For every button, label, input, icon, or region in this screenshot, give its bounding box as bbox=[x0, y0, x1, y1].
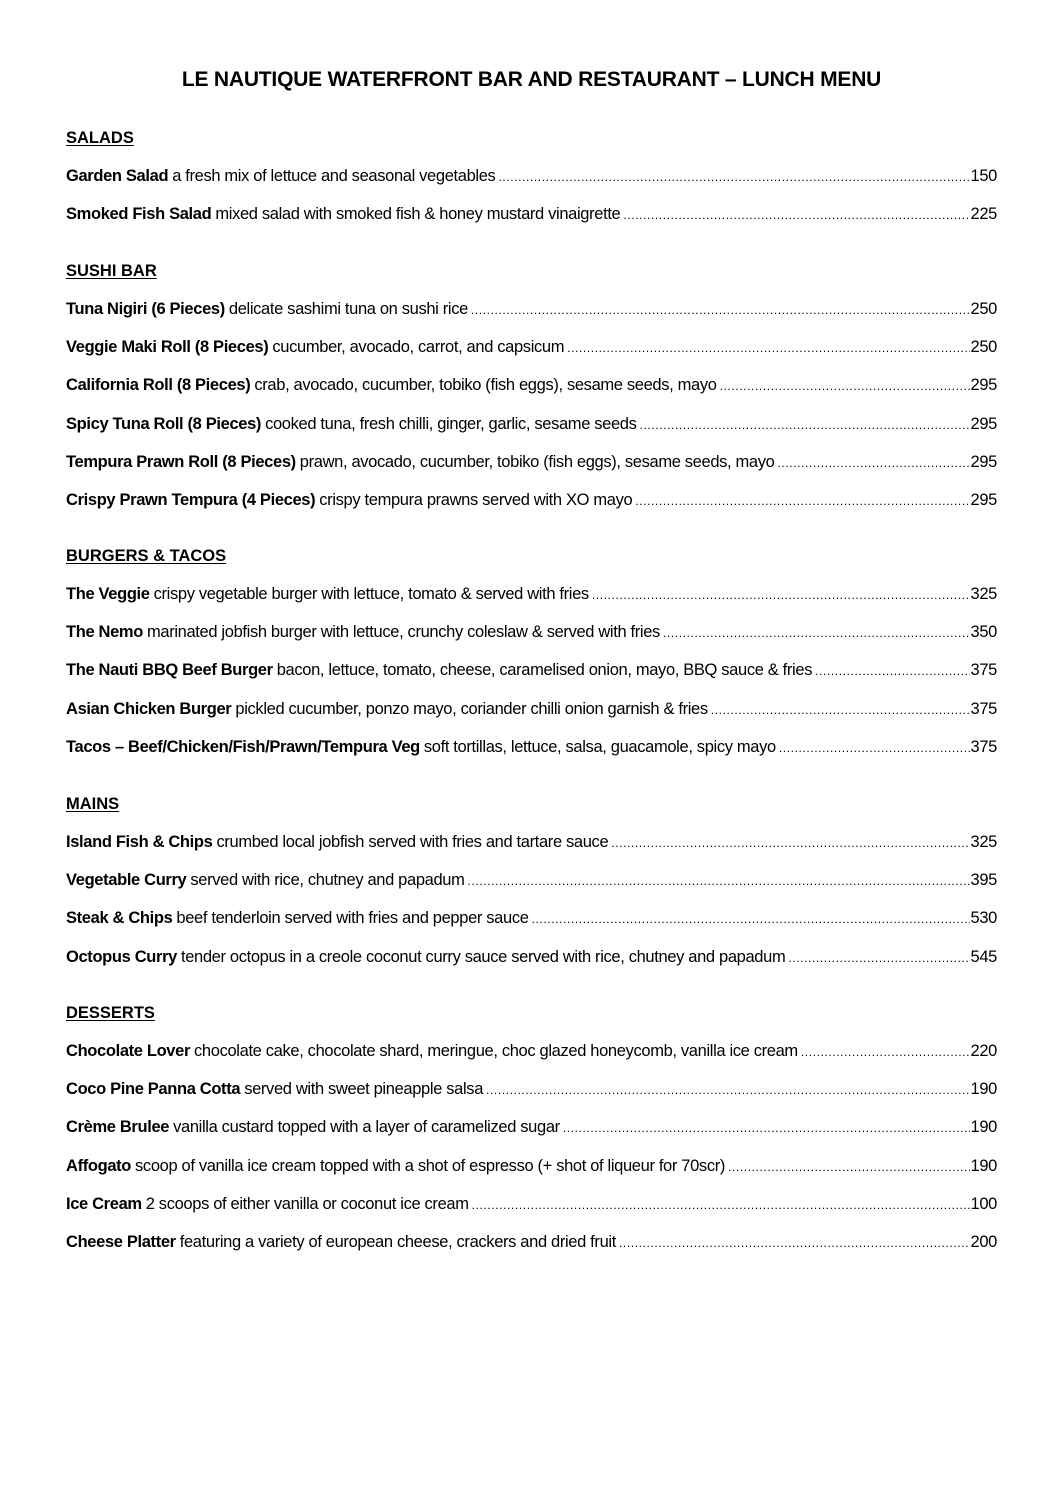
dot-leader bbox=[777, 453, 969, 473]
dot-leader bbox=[471, 300, 970, 320]
item-name: Tacos – Beef/Chicken/Fish/Prawn/Tempura Veg bbox=[66, 737, 420, 756]
dot-leader bbox=[779, 738, 970, 758]
item-description: chocolate cake, chocolate shard, meringue, choc glazed honeycomb, vanilla ice cream bbox=[194, 1042, 798, 1060]
item-price: 325 bbox=[970, 585, 997, 603]
item-price: 250 bbox=[970, 300, 997, 318]
item-price: 295 bbox=[970, 452, 997, 471]
dot-leader bbox=[663, 623, 970, 643]
item-price: 375 bbox=[970, 661, 997, 680]
section-heading: DESSERTS bbox=[66, 1004, 155, 1022]
item-description: soft tortillas, lettuce, salsa, guacamole, spicy mayo bbox=[423, 737, 776, 756]
item-price: 220 bbox=[970, 1042, 997, 1060]
menu-item bbox=[66, 1117, 997, 1155]
item-description: 2 scoops of either vanilla or coconut ice cream bbox=[145, 1194, 469, 1213]
item-name: The Nemo bbox=[66, 623, 143, 642]
item-description: featuring a variety of european cheese, crackers and dried fruit bbox=[179, 1232, 616, 1251]
menu-item bbox=[66, 584, 997, 622]
item-price: 350 bbox=[970, 623, 997, 642]
item-price: 295 bbox=[970, 490, 997, 509]
item-description: mixed salad with smoked fish & honey mustard vinaigrette bbox=[215, 205, 621, 224]
menu-item bbox=[66, 908, 997, 946]
dot-leader bbox=[788, 948, 969, 968]
item-name: Chocolate Lover bbox=[66, 1042, 191, 1060]
item-description: prawn, avocado, cucumber, tobiko (fish eggs), sesame seeds, mayo bbox=[299, 452, 775, 471]
item-name: Octopus Curry bbox=[66, 947, 177, 966]
section-desserts bbox=[66, 1003, 997, 1270]
menu-item bbox=[66, 660, 997, 698]
section-heading: SUSHI BAR bbox=[66, 262, 157, 280]
item-price: 150 bbox=[970, 167, 997, 185]
item-description: crispy tempura prawns served with XO mayo bbox=[319, 490, 633, 509]
item-description: beef tenderloin served with fries and pepper sauce bbox=[176, 909, 529, 928]
item-description: bacon, lettuce, tomato, cheese, caramelised onion, mayo, BBQ sauce & fries bbox=[276, 661, 813, 680]
item-name: Crispy Prawn Tempura (4 Pieces) bbox=[66, 490, 316, 509]
item-price: 395 bbox=[970, 871, 997, 890]
dot-leader bbox=[498, 167, 969, 187]
dot-leader bbox=[801, 1042, 970, 1062]
item-name: Ice Cream bbox=[66, 1194, 142, 1213]
dot-leader bbox=[592, 585, 970, 605]
item-price: 250 bbox=[970, 338, 997, 357]
item-description: scoop of vanilla ice cream topped with a shot of espresso (+ shot of liqueur for 70scr) bbox=[135, 1156, 726, 1175]
item-price: 530 bbox=[970, 909, 997, 928]
menu-item bbox=[66, 832, 997, 870]
item-name: Island Fish & Chips bbox=[66, 833, 213, 851]
menu-item bbox=[66, 299, 997, 337]
item-price: 325 bbox=[970, 833, 997, 851]
section-mains bbox=[66, 794, 997, 985]
section-heading: SALADS bbox=[66, 129, 134, 147]
dot-leader bbox=[711, 700, 970, 720]
section-heading: BURGERS & TACOS bbox=[66, 547, 227, 565]
item-description: delicate sashimi tuna on sushi rice bbox=[228, 300, 468, 318]
menu-item bbox=[66, 1041, 997, 1079]
item-description: a fresh mix of lettuce and seasonal vegetables bbox=[172, 167, 496, 185]
item-description: crispy vegetable burger with lettuce, tomato & served with fries bbox=[153, 585, 589, 603]
section-burgers-tacos bbox=[66, 546, 997, 775]
dot-leader bbox=[532, 909, 970, 929]
item-price: 295 bbox=[970, 376, 997, 395]
menu-item bbox=[66, 490, 997, 528]
item-description: vanilla custard topped with a layer of caramelized sugar bbox=[173, 1118, 560, 1137]
item-name: Vegetable Curry bbox=[66, 871, 187, 890]
item-name: The Veggie bbox=[66, 585, 150, 603]
section-sushi-bar bbox=[66, 261, 997, 528]
item-description: cooked tuna, fresh chilli, ginger, garlic, sesame seeds bbox=[265, 414, 637, 433]
item-name: Affogato bbox=[66, 1156, 132, 1175]
dot-leader bbox=[635, 491, 969, 511]
section-heading: MAINS bbox=[66, 795, 120, 813]
menu-item bbox=[66, 622, 997, 660]
item-name: California Roll (8 Pieces) bbox=[66, 376, 251, 395]
dot-leader bbox=[815, 661, 969, 681]
dot-leader bbox=[728, 1157, 970, 1177]
dot-leader bbox=[468, 871, 970, 891]
item-name: Spicy Tuna Roll (8 Pieces) bbox=[66, 414, 262, 433]
item-price: 375 bbox=[970, 699, 997, 718]
item-name: Tempura Prawn Roll (8 Pieces) bbox=[66, 452, 296, 471]
item-name: Tuna Nigiri (6 Pieces) bbox=[66, 300, 225, 318]
menu-item bbox=[66, 699, 997, 737]
menu-item bbox=[66, 1194, 997, 1232]
menu-item bbox=[66, 737, 997, 775]
menu-item bbox=[66, 1079, 997, 1117]
item-description: tender octopus in a creole coconut curry sauce served with rice, chutney and papadum bbox=[180, 947, 786, 966]
item-name: The Nauti BBQ Beef Burger bbox=[66, 661, 273, 680]
menu-item bbox=[66, 1232, 997, 1270]
dot-leader bbox=[472, 1195, 970, 1215]
item-price: 200 bbox=[970, 1232, 997, 1251]
menu-item bbox=[66, 375, 997, 413]
item-price: 225 bbox=[970, 205, 997, 224]
item-price: 190 bbox=[970, 1118, 997, 1137]
item-price: 375 bbox=[970, 737, 997, 756]
dot-leader bbox=[563, 1118, 970, 1138]
menu-item bbox=[66, 204, 997, 242]
dot-leader bbox=[623, 205, 969, 225]
section-salads bbox=[66, 128, 997, 242]
item-description: served with rice, chutney and papadum bbox=[190, 871, 465, 890]
item-price: 190 bbox=[970, 1080, 997, 1099]
item-name: Crème Brulee bbox=[66, 1118, 170, 1137]
menu-item bbox=[66, 870, 997, 908]
item-price: 295 bbox=[970, 414, 997, 433]
item-description: served with sweet pineapple salsa bbox=[244, 1080, 484, 1099]
dot-leader bbox=[640, 415, 970, 435]
item-name: Asian Chicken Burger bbox=[66, 699, 232, 718]
item-description: cucumber, avocado, carrot, and capsicum bbox=[272, 338, 565, 357]
item-price: 190 bbox=[970, 1156, 997, 1175]
item-name: Cheese Platter bbox=[66, 1232, 176, 1251]
menu-item bbox=[66, 166, 997, 204]
item-name: Smoked Fish Salad bbox=[66, 205, 212, 224]
menu-item bbox=[66, 337, 997, 375]
menu-item bbox=[66, 947, 997, 985]
item-name: Steak & Chips bbox=[66, 909, 173, 928]
item-name: Garden Salad bbox=[66, 167, 169, 185]
item-price: 545 bbox=[970, 947, 997, 966]
item-name: Veggie Maki Roll (8 Pieces) bbox=[66, 338, 269, 357]
item-description: marinated jobfish burger with lettuce, crunchy coleslaw & served with fries bbox=[146, 623, 660, 642]
menu-item bbox=[66, 1156, 997, 1194]
menu-item bbox=[66, 452, 997, 490]
dot-leader bbox=[720, 376, 970, 396]
item-description: crab, avocado, cucumber, tobiko (fish eggs), sesame seeds, mayo bbox=[254, 376, 717, 395]
item-description: pickled cucumber, ponzo mayo, coriander chilli onion garnish & fries bbox=[235, 699, 708, 718]
item-name: Coco Pine Panna Cotta bbox=[66, 1080, 241, 1099]
item-price: 100 bbox=[970, 1194, 997, 1213]
item-description: crumbed local jobfish served with fries and tartare sauce bbox=[216, 833, 609, 851]
dot-leader bbox=[567, 338, 969, 358]
dot-leader bbox=[486, 1080, 969, 1100]
menu-title: LE NAUTIQUE WATERFRONT BAR AND RESTAURANT – LUNCH MENU bbox=[181, 68, 882, 91]
menu-item bbox=[66, 414, 997, 452]
dot-leader bbox=[619, 1233, 970, 1253]
dot-leader bbox=[611, 833, 969, 853]
